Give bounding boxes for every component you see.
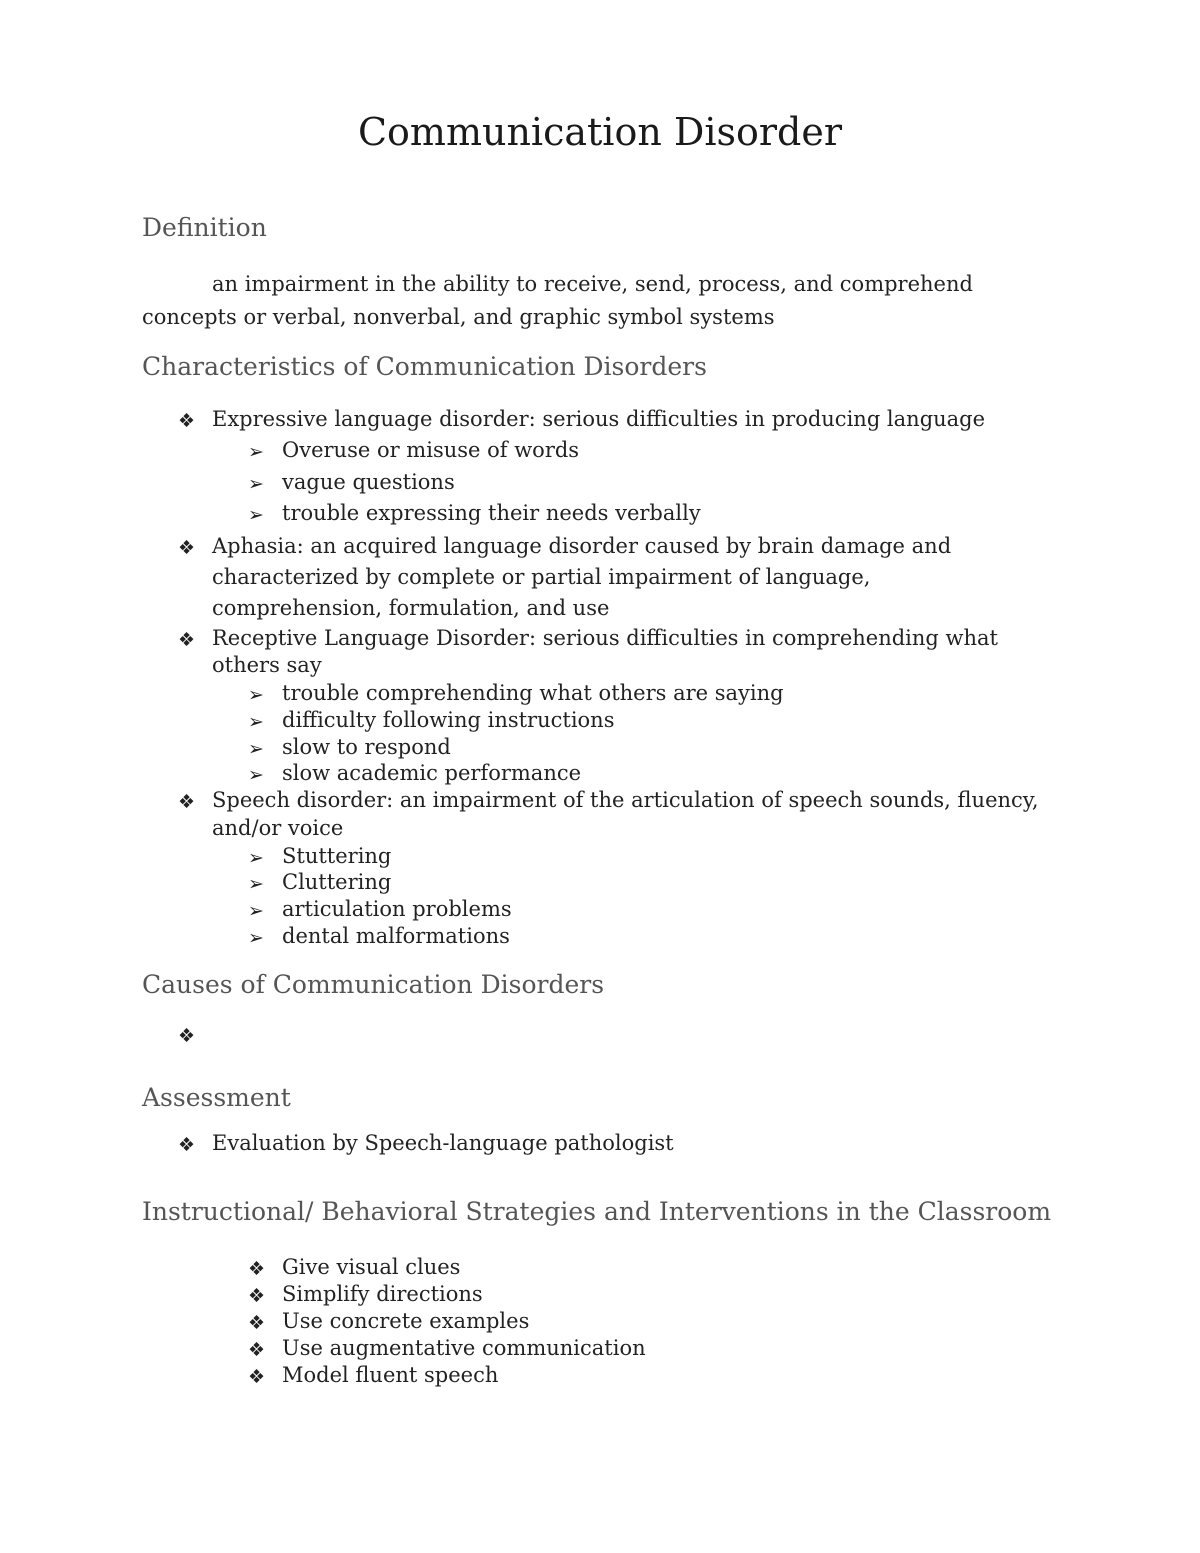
list-item-aphasia-line3: comprehension, formulation, and use (212, 596, 610, 620)
list-item-receptive-line2: others say (212, 653, 322, 677)
sub-list-item: vague questions (282, 470, 455, 494)
arrow-bullet-icon: ➢ (248, 738, 264, 760)
arrow-bullet-icon: ➢ (248, 873, 264, 895)
sub-list-item: slow to respond (282, 735, 451, 759)
strategy-item: Use augmentative communication (282, 1336, 646, 1360)
page-title: Communication Disorder (357, 110, 843, 154)
diamond-bullet-icon: ❖ (178, 791, 196, 813)
definition-heading: Definition (142, 213, 267, 242)
arrow-bullet-icon: ➢ (248, 441, 264, 463)
list-item-speech-line2: and/or voice (212, 816, 344, 840)
strategy-item: Use concrete examples (282, 1309, 530, 1333)
sub-list-item: Stuttering (282, 844, 392, 868)
arrow-bullet-icon: ➢ (248, 764, 264, 786)
causes-heading: Causes of Communication Disorders (142, 970, 605, 999)
strategy-item: Model fluent speech (282, 1363, 499, 1387)
sub-list-item: difficulty following instructions (282, 708, 615, 732)
sub-list-item: slow academic performance (282, 761, 582, 785)
sub-list-item: articulation problems (282, 897, 512, 921)
diamond-bullet-icon: ❖ (178, 410, 196, 432)
diamond-bullet-icon: ❖ (178, 1025, 196, 1047)
diamond-bullet-icon: ❖ (248, 1258, 266, 1280)
arrow-bullet-icon: ➢ (248, 927, 264, 949)
arrow-bullet-icon: ➢ (248, 684, 264, 706)
definition-text-line2: concepts or verbal, nonverbal, and graphic symbol systems (142, 305, 775, 329)
list-item-speech-line1: Speech disorder: an impairment of the articulation of speech sounds, fluency, (212, 788, 1039, 812)
list-item-expressive: Expressive language disorder: serious difficulties in producing language (212, 407, 986, 431)
strategy-item: Simplify directions (282, 1282, 483, 1306)
arrow-bullet-icon: ➢ (248, 900, 264, 922)
arrow-bullet-icon: ➢ (248, 504, 264, 526)
arrow-bullet-icon: ➢ (248, 847, 264, 869)
diamond-bullet-icon: ❖ (248, 1285, 266, 1307)
assessment-heading: Assessment (142, 1083, 291, 1112)
list-item-assessment: Evaluation by Speech-language pathologist (212, 1131, 674, 1155)
list-item-receptive-line1: Receptive Language Disorder: serious difficulties in comprehending what (212, 626, 998, 650)
diamond-bullet-icon: ❖ (178, 1134, 196, 1156)
sub-list-item: Overuse or misuse of words (282, 438, 580, 462)
diamond-bullet-icon: ❖ (178, 537, 196, 559)
list-item-aphasia-line2: characterized by complete or partial impairment of language, (212, 565, 871, 589)
arrow-bullet-icon: ➢ (248, 473, 264, 495)
arrow-bullet-icon: ➢ (248, 711, 264, 733)
list-item-aphasia-line1: Aphasia: an acquired language disorder caused by brain damage and (212, 534, 952, 558)
diamond-bullet-icon: ❖ (248, 1366, 266, 1388)
sub-list-item: trouble comprehending what others are saying (282, 681, 784, 705)
sub-list-item: Cluttering (282, 870, 392, 894)
diamond-bullet-icon: ❖ (178, 629, 196, 651)
sub-list-item: dental malformations (282, 924, 510, 948)
characteristics-heading: Characteristics of Communication Disorders (142, 352, 707, 381)
sub-list-item: trouble expressing their needs verbally (282, 501, 701, 525)
definition-text-line1: an impairment in the ability to receive, send, process, and comprehend (212, 272, 973, 296)
strategies-heading: Instructional/ Behavioral Strategies and Interventions in the Classroom (142, 1197, 1052, 1226)
strategy-item: Give visual clues (282, 1255, 461, 1279)
diamond-bullet-icon: ❖ (248, 1312, 266, 1334)
diamond-bullet-icon: ❖ (248, 1339, 266, 1361)
